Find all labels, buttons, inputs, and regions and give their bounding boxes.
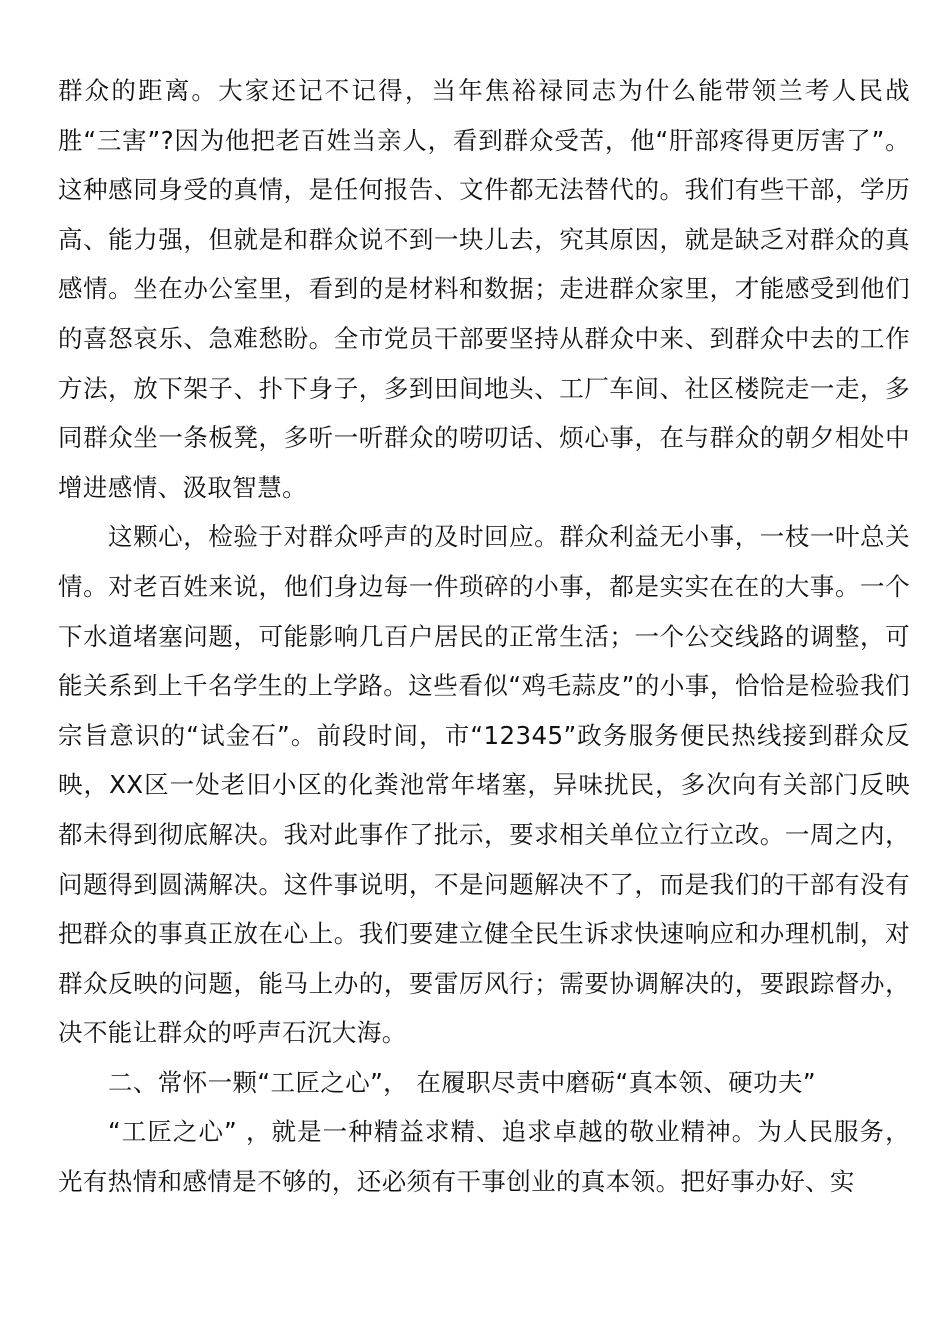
body-paragraph-1: 群众的距离。大家还记不记得，当年焦裕禄同志为什么能带领兰考人民战胜“三害”?因为他把老百姓当亲人，看到群众受苦，他“肝部疼得更厉害了”。这种感同身受的真情，是任何报告、文件都无法替代的。我们有些干部，学历高、能力强，但就是和群众说不到一块儿去，究其原因，就是缺乏对群众的真感情。坐在办公室里，看到的是材料和数据；走进群众家里，才能感受到他们的喜怒哀乐、急难愁盼。全市党员干部要坚持从群众中来、到群众中去的工作方法，放下架子、扑下身子，多到田间地头、工厂车间、社区楼院走一走，多同群众坐一条板凳，多听一听群众的唠叨话、烦心事，在与群众的朝夕相处中增进感情、汲取智慧。	[58, 76, 910, 502]
body-paragraph-3: “工匠之心” ，就是一种精益求精、追求卓越的敬业精神。为人民服务，光有热情和感情是不够的，还必须有干事创业的真本领。把好事办好、实	[58, 1117, 910, 1197]
body-paragraph-2: 这颗心，检验于对群众呼声的及时回应。群众利益无小事，一枝一叶总关情。对老百姓来说，他们身边每一件琐碎的小事，都是实实在在的大事。一个下水道堵塞问题，可能影响几百户居民的正常生活；一个公交线路的调整，可能关系到上千名学生的上学路。这些看似“鸡毛蒜皮”的小事，恰恰是检验我们宗旨意识的“试金石”。前段时间，市“12345”政务服务便民热线接到群众反映，XX区一处老旧小区的化粪池常年堵塞，异味扰民，多次向有关部门反映都未得到彻底解决。我对此事作了批示，要求相关单位立行立改。一周之内，问题得到圆满解决。这件事说明，不是问题解决不了，而是我们的干部有没有把群众的事真正放在心上。我们要建立健全民生诉求快速响应和办理机制，对群众反映的问题，能马上办的，要雷厉风行；需要协调解决的，要跟踪督办，决不能让群众的呼声石沉大海。	[58, 522, 910, 1048]
section-heading-2: 二、常怀一颗“工匠之心”， 在履职尽责中磨砺“真本领、硬功夫”	[108, 1067, 816, 1097]
document-page	[58, 66, 910, 1207]
